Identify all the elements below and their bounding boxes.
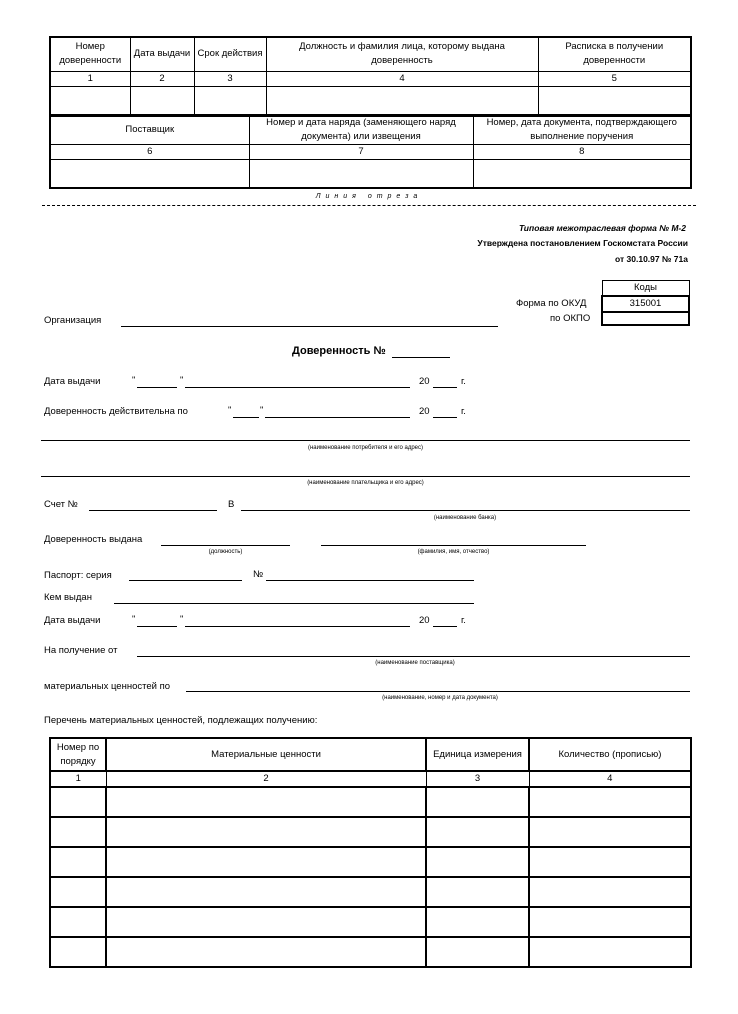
okud-value: 315001 (602, 296, 689, 312)
stub-col-num: 8 (473, 145, 691, 160)
items-cell[interactable] (426, 847, 529, 877)
account-field[interactable] (89, 510, 217, 511)
quote-open: " (228, 405, 232, 416)
supplier-caption: (наименование поставщика) (375, 660, 455, 666)
items-cell[interactable] (50, 787, 106, 817)
stub-input-cell[interactable] (194, 86, 266, 116)
stub-table-2 (49, 114, 692, 189)
quote-close: " (180, 614, 184, 625)
stub-table (49, 36, 692, 117)
items-cell[interactable] (529, 937, 691, 967)
date-issue-day-field[interactable] (137, 387, 177, 388)
cut-line-label: Линия отреза (315, 193, 423, 200)
year-prefix: 20 (419, 615, 430, 626)
stub-col-num: 3 (194, 71, 266, 86)
stub-header-cell: Номер доверенности (50, 37, 130, 71)
stub-header-cell: Дата выдачи (130, 37, 194, 71)
items-cell[interactable] (50, 877, 106, 907)
items-cell[interactable] (426, 787, 529, 817)
quote-close: " (260, 405, 264, 416)
items-cell[interactable] (106, 817, 426, 847)
valid-until-year-field[interactable] (433, 417, 457, 418)
organization-field[interactable] (121, 326, 498, 327)
list-label: Перечень материальных ценностей, подлежащих получению: (44, 715, 318, 726)
stub-input-cell[interactable] (266, 86, 538, 116)
account-label: Счет № (44, 499, 78, 510)
table-row (50, 847, 691, 877)
document-caption: (наименование, номер и дата документа) (382, 695, 498, 701)
items-header-cell: Материальные ценности (106, 738, 426, 771)
items-cell[interactable] (426, 817, 529, 847)
items-cell[interactable] (106, 877, 426, 907)
stub-header-cell: Номер и дата наряда (заменяющего наряд документа) или извещения (249, 115, 473, 145)
stub-input-cell[interactable] (473, 160, 691, 188)
codes-header: Коды (602, 281, 689, 297)
items-cell[interactable] (106, 787, 426, 817)
items-cell[interactable] (50, 907, 106, 937)
fio-field[interactable] (321, 545, 586, 546)
supplier-field[interactable] (137, 656, 690, 657)
items-col-num: 1 (50, 771, 106, 787)
items-col-num: 2 (106, 771, 426, 787)
items-header-cell: Номер по порядку (50, 738, 106, 771)
items-header-cell: Количество (прописью) (529, 738, 691, 771)
items-cell[interactable] (106, 907, 426, 937)
items-cell[interactable] (426, 937, 529, 967)
items-cell[interactable] (529, 877, 691, 907)
passport-number-field[interactable] (266, 580, 474, 581)
issued-to-label: Доверенность выдана (44, 534, 143, 545)
payer-caption: (наименование плательщика и его адрес) (307, 480, 424, 486)
items-table (49, 737, 692, 968)
codes-table (601, 280, 690, 326)
items-cell[interactable] (426, 877, 529, 907)
stub-header-cell: Расписка в получении доверенности (538, 37, 691, 71)
year-prefix: 20 (419, 406, 430, 417)
stub-header-cell: Поставщик (50, 115, 249, 145)
quote-open: " (132, 614, 136, 625)
consumer-field[interactable] (41, 440, 690, 441)
passport-number-sign: № (253, 569, 264, 580)
form-approval-label: Утверждена постановлением Госкомстата России (477, 238, 688, 248)
okpo-value[interactable] (602, 312, 689, 325)
stub-input-cell[interactable] (130, 86, 194, 116)
date-issue2-label: Дата выдачи (44, 615, 101, 626)
issued-by-label: Кем выдан (44, 592, 92, 603)
date-issue-label: Дата выдачи (44, 376, 101, 387)
form-approval-date: от 30.10.97 № 71а (615, 254, 688, 264)
quote-open: " (132, 375, 136, 386)
bank-caption: (наименование банка) (433, 515, 497, 521)
passport-series-field[interactable] (129, 580, 242, 581)
stub-input-cell[interactable] (50, 86, 130, 116)
receive-from-label: На получение от (44, 645, 118, 656)
passport-label: Паспорт: серия (44, 570, 112, 581)
table-row (50, 937, 691, 967)
cut-line (42, 205, 696, 206)
position-caption: (должность) (208, 549, 243, 555)
items-cell[interactable] (50, 937, 106, 967)
passport-date-month-field[interactable] (185, 626, 410, 627)
items-cell[interactable] (529, 847, 691, 877)
valid-until-day-field[interactable] (233, 417, 259, 418)
payer-field[interactable] (41, 476, 690, 477)
quote-close: " (180, 375, 184, 386)
stub-input-cell[interactable] (50, 160, 249, 188)
stub-header-cell: Номер, дата документа, подтверждающего выполнение поручения (473, 115, 691, 145)
fio-caption: (фамилия, имя, отчество) (417, 549, 490, 555)
issued-by-field[interactable] (114, 603, 474, 604)
year-suffix: г. (461, 376, 466, 387)
year-suffix: г. (461, 615, 466, 626)
table-row (50, 877, 691, 907)
stub-col-num: 5 (538, 71, 691, 86)
stub-col-num: 4 (266, 71, 538, 86)
position-field[interactable] (161, 545, 290, 546)
items-cell[interactable] (106, 937, 426, 967)
consumer-caption: (наименование потребителя и его адрес) (308, 445, 423, 451)
date-issue-month-field[interactable] (185, 387, 410, 388)
date-issue-year-field[interactable] (433, 387, 457, 388)
items-cell[interactable] (50, 847, 106, 877)
stub-header-cell: Срок действия (194, 37, 266, 71)
items-cell[interactable] (529, 787, 691, 817)
stub-col-num: 1 (50, 71, 130, 86)
year-suffix: г. (461, 406, 466, 417)
form-type-label: Типовая межотраслевая форма № М-2 (518, 223, 686, 233)
table-row (50, 907, 691, 937)
stub-input-cell[interactable] (538, 86, 691, 116)
items-cell[interactable] (106, 847, 426, 877)
items-cell[interactable] (50, 817, 106, 847)
valid-until-label: Доверенность действительна по (44, 406, 188, 417)
bank-in-label: В (228, 499, 235, 510)
items-header-cell: Единица измерения (426, 738, 529, 771)
items-col-num: 3 (426, 771, 529, 787)
organization-label: Организация (44, 315, 102, 326)
document-field[interactable] (186, 691, 690, 692)
items-cell[interactable] (529, 817, 691, 847)
power-of-attorney-number-field[interactable] (392, 357, 450, 358)
year-prefix: 20 (419, 376, 430, 387)
okud-label: Форма по ОКУД (516, 298, 587, 309)
stub-col-num: 7 (249, 145, 473, 160)
items-cell[interactable] (426, 907, 529, 937)
page-title: Доверенность № (292, 345, 386, 357)
stub-col-num: 2 (130, 71, 194, 86)
values-by-label: материальных ценностей по (44, 681, 171, 692)
valid-until-month-field[interactable] (265, 417, 410, 418)
okpo-label: по ОКПО (550, 313, 591, 324)
items-cell[interactable] (529, 907, 691, 937)
bank-field[interactable] (241, 510, 690, 511)
passport-date-day-field[interactable] (137, 626, 177, 627)
stub-col-num: 6 (50, 145, 249, 160)
table-row (50, 817, 691, 847)
stub-header-cell: Должность и фамилия лица, которому выдана доверенность (266, 37, 538, 71)
passport-date-year-field[interactable] (433, 626, 457, 627)
table-row (50, 787, 691, 817)
items-col-num: 4 (529, 771, 691, 787)
stub-input-cell[interactable] (249, 160, 473, 188)
